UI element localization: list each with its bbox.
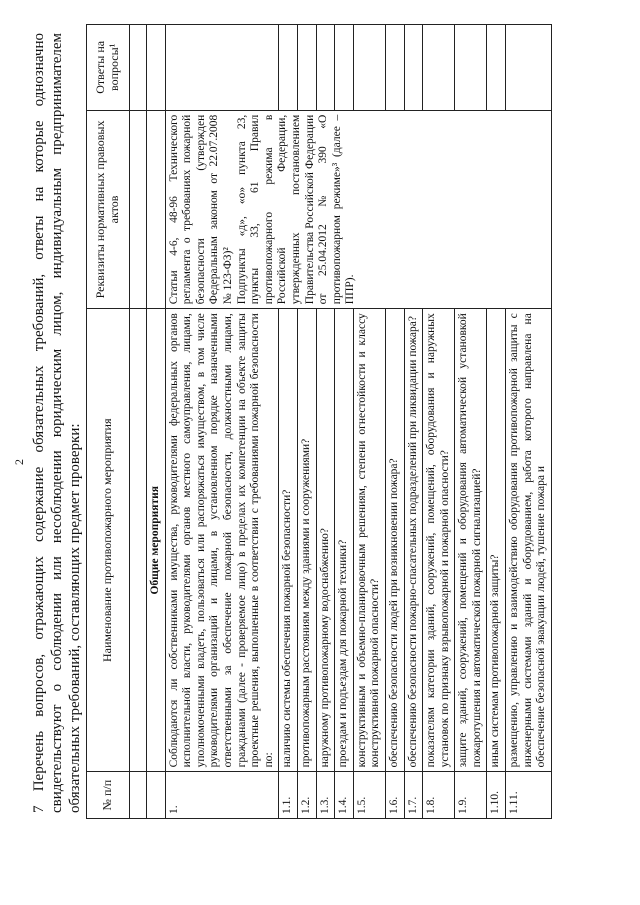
- table-header-row: [87, 25, 130, 819]
- document-heading: 7 Перечень вопросов, отражающих содержание обязательных требований, ответы на которые однозначно свидетельствуют о соблюдении или несоблюдении юридическим лицом, индивидуальным предпринимателем обязательных требований, составляющих предмет проверки:: [31, 33, 83, 813]
- table-row: 1.1. наличию системы обеспечения пожарной безопасности?: [279, 25, 298, 819]
- checklist-table: [86, 24, 552, 819]
- page-number: 2: [12, 459, 26, 465]
- table-row: 1.8. показателям категории зданий, сооружений, помещений, оборудования и наружных установок по признаку взрывопожарной и пожарной опасности?: [423, 25, 455, 819]
- table-spacer-row: [130, 25, 147, 819]
- section-title: Общие мероприятия: [147, 309, 166, 772]
- table-row: 1.3. наружному противопожарному водоснабжению?: [316, 25, 335, 819]
- table-row: 1.10. иным системам противопожарной защиты?: [487, 25, 506, 819]
- header-num: № п/п: [87, 772, 130, 819]
- table-row: 1.7. обеспечению безопасности пожарно-спасательных подразделений при ликвидации пожара?: [404, 25, 423, 819]
- table-row: 1.9. защите зданий, сооружений, помещений и оборудования автоматической установкой пожаротушения и автоматической пожарной сигнализацией?: [455, 25, 487, 819]
- table-row: 1.6. обеспечению безопасности людей при возникновении пожара?: [385, 25, 404, 819]
- header-answers: Ответы на вопросы¹: [87, 25, 130, 111]
- table-row: 1.4. проездам и подъездам для пожарной техники?: [335, 25, 354, 819]
- table-row: 1.5. конструктивным и объемно-планировочным решениям, степени огнестойкости и классу конструктивной пожарной опасности?: [353, 25, 385, 819]
- requisites-cell: Статьи 4-6, 48-96 Технического регламента о требованиях пожарной безопасности (утвержден Федеральным законом от 22.07.2008 № 123-ФЗ)² Подпункты «д», «о» пункта 23, пункты 33, 61 Правил противопожарного режима в Российской Федерации, утвержденных постановлением Правительства Российской Федерации от 25.04.2012 № 390 «О противопожарном режиме»³ (далее – ППР).: [165, 110, 551, 309]
- section-row: [147, 25, 166, 819]
- header-measure: Наименование противопожарного мероприятия: [87, 309, 130, 772]
- table-row: 1.11. размещению, управлению и взаимодействию оборудования противопожарной защиты с инженерными системами зданий и оборудованием, работа которого направлена на обеспечение безопасной эвакуации людей, тушение пожара и: [506, 25, 552, 819]
- table-row: 1. Соблюдаются ли собственниками имущества, руководителями федеральных органов исполнительной власти, руководителями органов местного самоуправления, лицами, уполномоченными владеть, пользоваться или распоряжаться имуществом, в том числе руководителями организаций и лицами, в установленном порядке назначенными ответственными за обеспечение пожарной безопасности, должностными лицами, гражданами (далее - проверяемое лицо) в пределах их компетенции на объекте защиты проектные решения, выполненные в соответствии с требованиями пожарной безопасности по: Статьи 4-6, 48-96 Технического регламента о требованиях пожарной безопасности (утвержден Федеральным законом от 22.07.2008 № 123-ФЗ)² Подпункты «д», «о» пункта 23, пункты 33, 61 Правил противопожарного режима в Российской Федерации, утвержденных постановлением Правительства Российской Федерации от 25.04.2012 № 390 «О противопожарном режиме»³ (далее – ППР).: [165, 25, 279, 819]
- header-requisites: Реквизиты нормативных правовых актов: [87, 110, 130, 309]
- table-row: 1.2. противопожарным расстояниям между зданиями и сооружениями?: [297, 25, 316, 819]
